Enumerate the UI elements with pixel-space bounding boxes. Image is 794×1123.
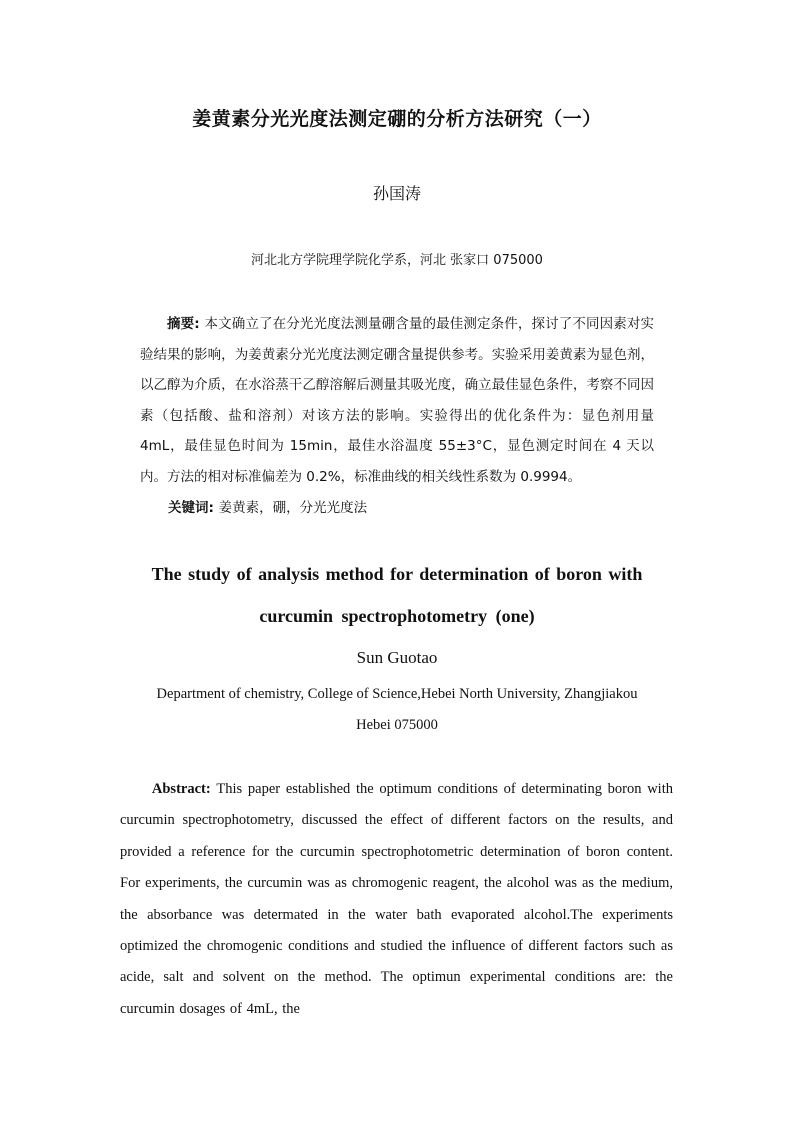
english-abstract bbox=[120, 774, 673, 1025]
english-author: Sun Guotao bbox=[356, 648, 438, 667]
english-affiliation-line-2: Hebei 075000 bbox=[356, 717, 438, 733]
chinese-affiliation: 河北北方学院理学院化学系，河北 张家口 075000 bbox=[251, 253, 543, 268]
chinese-abstract-label: 摘要: bbox=[167, 316, 205, 332]
chinese-abstract-text: 本文确立了在分光光度法测量硼含量的最佳测定条件，探讨了不同因素对实验结果的影响，为姜黄素分光光度法测定硼含量提供参考。实验采用姜黄素为显色剂，以乙醇为介质，在水浴蒸干乙醇溶解后测量其吸光度，确立最佳显色条件，考察不同因素（包括酸、盐和溶剂）对该方法的影响。实验得出的优化条件为：显色剂用量 4mL，最佳显色时间为 15min，最佳水浴温度 55±3°C，显色测定时间在 4 天以内。方法的相对标准偏差为 0.2%，标准曲线的相关线性系数为 0.9994。 bbox=[140, 316, 654, 485]
chinese-abstract bbox=[140, 309, 654, 492]
chinese-title: 姜黄素分光光度法测定硼的分析方法研究（一） bbox=[192, 108, 602, 130]
english-title-line-1: The study of analysis method for determination of boron with bbox=[151, 564, 643, 584]
english-affiliation-line-1: Department of chemistry, College of Science,Hebei North University, Zhangjiakou bbox=[156, 686, 638, 702]
chinese-keywords bbox=[168, 493, 668, 523]
chinese-keywords-text: 姜黄素，硼，分光光度法 bbox=[218, 500, 368, 516]
english-title-line-2: curcumin spectrophotometry (one) bbox=[259, 606, 535, 626]
chinese-author: 孙国涛 bbox=[372, 184, 421, 203]
english-abstract-label: Abstract: bbox=[151, 781, 217, 797]
english-abstract-text: This paper established the optimum conditions of determinating boron with curcumin spectrophotometry, discussed the effect of different factors on the results, and provided a reference for the curcumin spectrophotometric determination of boron content. For experiments, the curcumin was as chromogenic reagent, the alcohol was as the medium, the absorbance was determated in the water bath evaporated alcohol.The experiments optimized the chromogenic conditions and studied the influence of different factors such as acide, salt and solvent on the method. The optimun experimental conditions are: the curcumin dosages of 4mL, the bbox=[120, 781, 673, 1017]
chinese-keywords-label: 关键词: bbox=[168, 500, 219, 516]
